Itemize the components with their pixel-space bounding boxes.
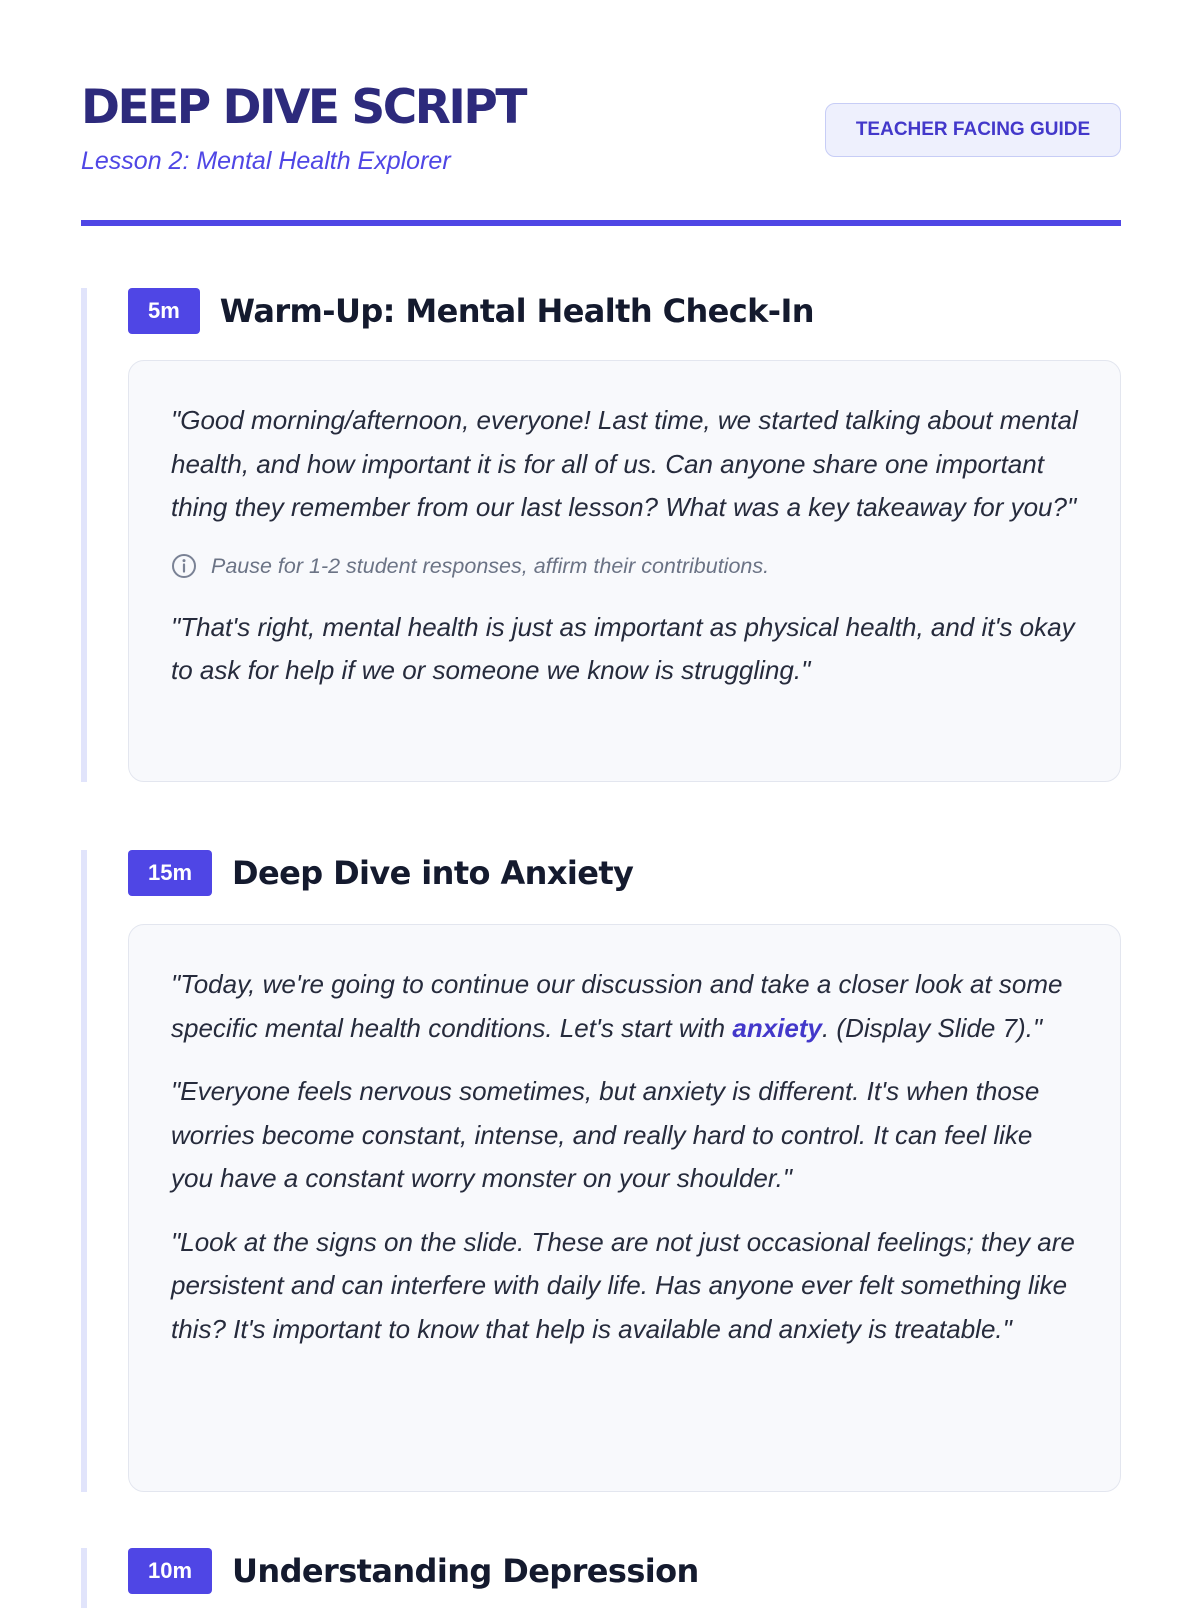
header-divider [81,220,1121,226]
script-paragraph [171,963,1080,1050]
section-timeline-bar [81,1548,87,1608]
section-title: Warm-Up: Mental Health Check-In [219,292,814,330]
lesson-subtitle: Lesson 2: Mental Health Explorer [81,147,451,175]
duration-badge: 5m [128,288,200,334]
duration-badge: 10m [128,1548,212,1594]
section-timeline-bar [81,288,87,782]
lesson-script-page [81,0,1121,1590]
section-header [128,1548,699,1594]
page-header [81,0,1121,228]
script-card [128,360,1121,782]
script-text: . (Display Slide 7)." [821,1012,1043,1043]
section-timeline-bar [81,850,87,1492]
page-title: DEEP DIVE SCRIPT [81,80,525,135]
teacher-guide-badge: TEACHER FACING GUIDE [825,103,1121,157]
script-text: "Today, we're going to continue our discussion and take a closer look at some specific mental health conditions. Let's start with [171,969,1063,1043]
section-depression [81,1548,1121,1608]
section-anxiety [81,850,1121,1492]
teacher-note [171,550,1080,582]
script-paragraph: "That's right, mental health is just as important as physical health, and it's okay to ask for help if we or someone we know is struggling." [171,611,1075,685]
section-header [128,288,814,334]
key-term-anxiety: anxiety [732,1012,822,1043]
script-paragraph: "Look at the signs on the slide. These are not just occasional feelings; they are persistent and can interfere with daily life. Has anyone ever felt something like this? It's important to know that help is available and anxiety is treatable." [171,1226,1075,1344]
script-card [128,924,1121,1492]
duration-badge: 15m [128,850,212,896]
section-title: Understanding Depression [232,1552,699,1590]
section-warm-up [81,288,1121,782]
section-title: Deep Dive into Anxiety [232,854,634,892]
script-paragraph: "Good morning/afternoon, everyone! Last time, we started talking about mental health, and how important it is for all of us. Can anyone share one important thing they remember from our last lesson? What was a key takeaway for you?" [171,405,1078,522]
script-paragraph: "Everyone feels nervous sometimes, but anxiety is different. It's when those worries become constant, intense, and really hard to control. It can feel like you have a constant worry monster on your shoulder." [171,1076,1040,1193]
teacher-note-text: Pause for 1-2 student responses, affirm their contributions. [211,553,770,578]
info-icon [171,553,197,579]
section-header [128,850,633,896]
